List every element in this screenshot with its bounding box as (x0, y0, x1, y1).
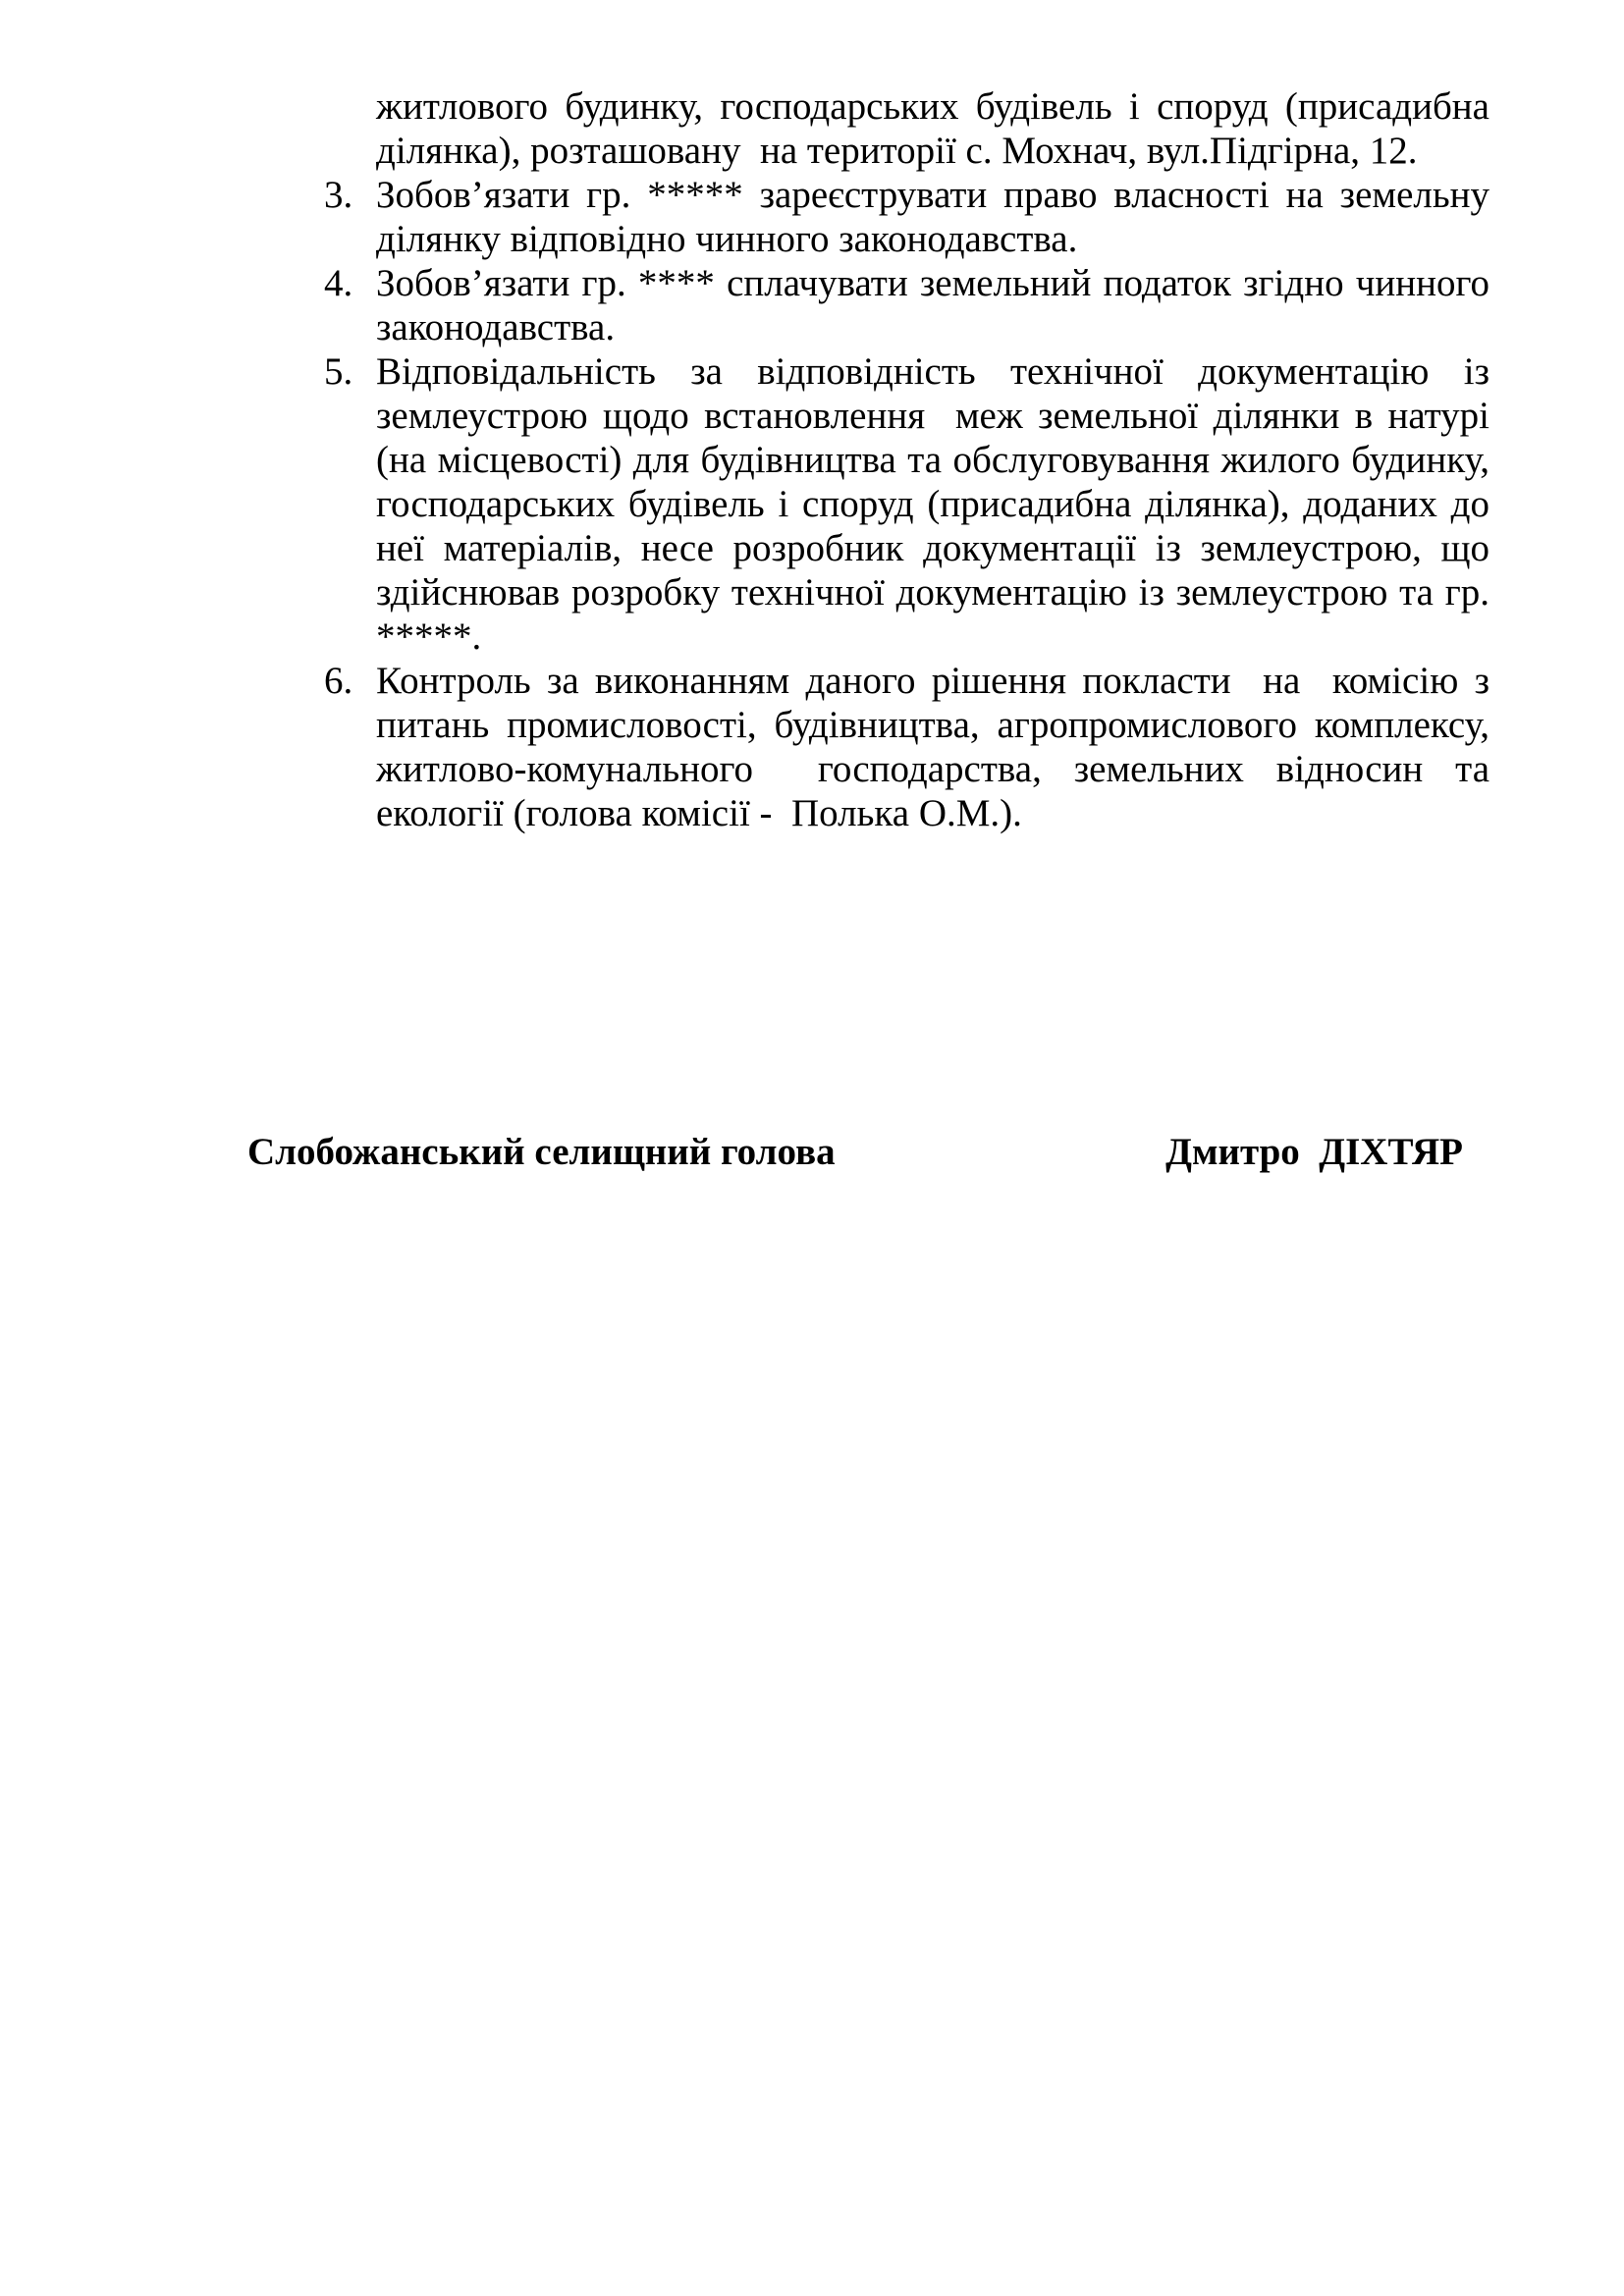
list-item-3-number: 3. (324, 174, 353, 216)
list-item-4 (324, 261, 1499, 349)
list-item-4-number: 4. (324, 262, 353, 304)
signature-title: Слобожанський селищний голова (247, 1131, 836, 1173)
list-item-6-text: Контроль за виконанням даного рішення покласти на комісію з питань промисловості, будівництва, агропромислового комплексу, житлово-комунального господарства, земельних відносин та екології (голова комісії - Полька О.М.). (376, 660, 1499, 834)
signature-row (247, 1130, 1463, 1174)
signature-name: Дмитро ДІХТЯР (1165, 1131, 1463, 1173)
list-item-6-number: 6. (324, 660, 353, 702)
list-item-3-text: Зобов’язати гр. ***** зареєструвати право власності на земельну ділянку відповідно чинного законодавства. (376, 174, 1499, 260)
list-item-5 (324, 349, 1499, 659)
document-body (247, 84, 1499, 1174)
list-item-5-text: Відповідальність за відповідність технічної документацію із землеустрою щодо встановлення меж земельної ділянки в натурі (на місцевості) для будівництва та обслуговування жилого будинку, господарських будівель і споруд (присадибна ділянка), доданих до неї матеріалів, несе розробник документації із землеустрою, що здійснював розробку технічної документацію із землеустрою та гр. *****. (376, 350, 1499, 658)
list-item-3 (324, 173, 1499, 261)
list-item-4-text: Зобов’язати гр. **** сплачувати земельний податок згідно чинного законодавства. (376, 262, 1499, 348)
list-item-6 (324, 659, 1499, 835)
paragraph-continuation: житлового будинку, господарських будівель і споруд (присадибна ділянка), розташовану на території с. Мохнач, вул.Підгірна, 12. (376, 85, 1499, 172)
list-item-5-number: 5. (324, 350, 353, 393)
